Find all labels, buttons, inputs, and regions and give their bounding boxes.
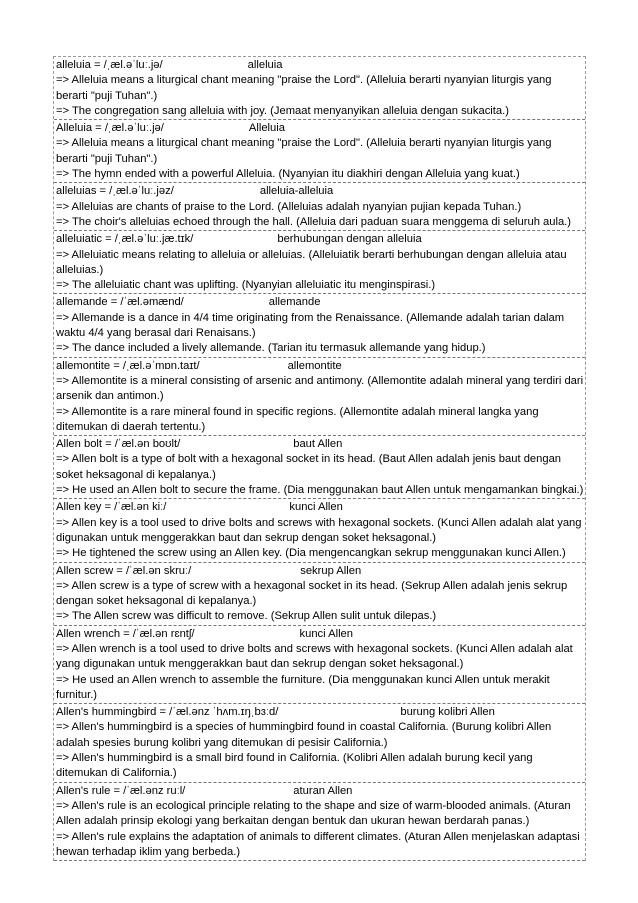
entry-term: Alleluia = /ˌæl.əˈluː.jə/ [56, 122, 164, 135]
entry-meaning: => Alleluia means a liturgical chant meaning "praise the Lord". (Alleluia berarti nyanyian liturgis yang berarti "puji Tuhan".) [56, 137, 552, 165]
entry-meaning: => Allen wrench is a tool used to drive bolts and screws with hexagonal sockets. (Kunci Allen adalah alat yang digunakan untuk menggerakkan baut dan sekrup dengan soket heksagonal.) [56, 642, 573, 671]
entry-example: => The choir's alleluias echoed through the hall. (Alleluia dari paduan suara menggema di seluruh aula.) [56, 215, 572, 228]
entry-term: Allen screw = /ˈæl.ən skruː/ [56, 564, 192, 577]
entry-heading [56, 627, 584, 642]
vocab-entry [54, 183, 585, 231]
entry-translation: baut Allen [293, 438, 343, 451]
entry-example: => The dance included a lively allemande. (Tarian itu termasuk allemande yang hidup.) [56, 342, 486, 355]
entry-term: allemontite = /ˌæl.əˈmɒn.taɪt/ [56, 359, 200, 372]
vocab-entry [54, 626, 585, 704]
entry-term: allemande = /ˈæl.əmænd/ [56, 296, 184, 309]
entry-translation: alleluia-alleluia [259, 185, 334, 198]
entry-translation: kunci Allen [289, 501, 343, 514]
entry-heading [56, 359, 584, 374]
vocab-entry [54, 436, 585, 499]
entry-translation: kunci Allen [299, 627, 353, 640]
entry-heading [56, 295, 584, 310]
entry-translation: allemontite [287, 359, 342, 372]
entry-example: => Allemontite is a rare mineral found in specific regions. (Allemontite adalah mineral langka yang ditemukan di daerah tertentu.) [56, 405, 539, 433]
entry-term: alleluiatic = /ˌæl.əˈluː.jæ.tɪk/ [56, 233, 194, 246]
entry-translation: aturan Allen [293, 784, 353, 797]
entry-term: alleluias = /ˌæl.əˈluː.jəz/ [56, 185, 174, 198]
vocab-entry [54, 563, 585, 626]
vocab-entry [54, 358, 585, 436]
vocab-entry [54, 57, 585, 120]
entry-meaning: => Alleluias are chants of praise to the Lord. (Alleluias adalah nyanyian pujian kepada Tuhan.) [56, 200, 522, 213]
entry-meaning: => Alleluiatic means relating to alleluia or alleluias. (Alleluiatik berarti berhubungan dengan alleluia atau alleluias.) [56, 248, 567, 276]
entry-term: Allen wrench = /ˈæl.ən rɛntʃ/ [56, 627, 195, 640]
entry-term: Allen's rule = /ˈæl.ənz ruːl/ [56, 784, 186, 797]
entry-example: => He tightened the screw using an Allen key. (Dia mengencangkan sekrup menggunakan kunci Allen.) [56, 547, 566, 560]
entry-term: Allen key = /ˈæl.ən kiː/ [56, 501, 167, 514]
entry-heading [56, 184, 584, 199]
entry-translation: Alleluia [248, 122, 285, 135]
vocab-entry [54, 704, 585, 782]
entry-meaning: => Alleluia means a liturgical chant meaning "praise the Lord". (Alleluia berarti nyanyian liturgis yang berarti "puji Tuhan".) [56, 74, 552, 102]
entry-meaning: => Allen's rule is an ecological principle relating to the shape and size of warm-blooded animals. (Aturan Allen adalah prinsip ekologi yang berkaitan dengan bentuk dan ukuran hewan berdarah panas.) [56, 799, 571, 828]
entry-translation: sekrup Allen [300, 564, 362, 577]
entry-meaning: => Allen's hummingbird is a species of hummingbird found in coastal California. (Burung kolibri Allen adalah spesies burung kolibri yang ditemukan di pesisir California.) [56, 721, 552, 749]
entry-translation: alleluia [247, 59, 283, 71]
entry-heading [56, 705, 584, 720]
vocab-entry [54, 294, 585, 357]
vocab-entry [54, 231, 585, 294]
entry-meaning: => Allen screw is a type of screw with a hexagonal socket in its head. (Sekrup Allen adalah jenis sekrup dengan soket heksagonal di kepalanya.) [56, 579, 568, 608]
entry-heading [56, 58, 584, 73]
entry-heading [56, 437, 584, 452]
entry-heading [56, 121, 584, 136]
vocab-entry [54, 783, 585, 861]
entry-example: => The congregation sang alleluia with joy. (Jemaat menyanyikan alleluia dengan sukacita.) [56, 104, 509, 117]
entry-translation: allemande [268, 296, 321, 309]
entry-translation: burung kolibri Allen [400, 706, 495, 719]
entry-example: => He used an Allen wrench to assemble the furniture. (Dia menggunakan kunci Allen untuk merakit furnitur.) [56, 673, 550, 701]
entry-meaning: => Allen key is a tool used to drive bolts and screws with hexagonal sockets. (Kunci Allen adalah alat yang digunakan untuk menggerakkan baut dan sekrup dengan soket heksagonal.) [56, 516, 582, 544]
entry-example: => Allen's rule explains the adaptation of animals to different climates. (Aturan Allen menjelaskan adaptasi hewan terhadap iklim yang berbeda.) [56, 830, 580, 858]
vocabulary-table [53, 56, 586, 861]
entry-meaning: => Allemande is a dance in 4/4 time originating from the Renaissance. (Allemande adalah tarian dalam waktu 4/4 yang berasal dari Renaisans.) [56, 311, 565, 340]
entry-example: => Allen's hummingbird is a small bird found in California. (Kolibri Allen adalah burung kecil yang ditemukan di California.) [56, 752, 533, 780]
entry-heading [56, 784, 584, 799]
entry-heading [56, 232, 584, 247]
entry-meaning: => Allemontite is a mineral consisting of arsenic and antimony. (Allemontite adalah mineral yang terdiri dari arsenik dan antimon.) [56, 374, 584, 403]
entry-heading [56, 564, 584, 579]
vocab-entry [54, 120, 585, 183]
entry-translation: berhubungan dengan alleluia [277, 233, 422, 246]
entry-example: => The Allen screw was difficult to remove. (Sekrup Allen sulit untuk dilepas.) [56, 610, 437, 623]
entry-meaning: => Allen bolt is a type of bolt with a hexagonal socket in its head. (Baut Allen adalah jenis baut dengan soket heksagonal di kepalanya.) [56, 453, 562, 481]
entry-example: => He used an Allen bolt to secure the frame. (Dia menggunakan baut Allen untuk mengamankan bingkai.) [56, 484, 584, 497]
vocab-entry [54, 499, 585, 562]
entry-heading [56, 500, 584, 515]
entry-example: => The hymn ended with a powerful Alleluia. (Nyanyian itu diakhiri dengan Alleluia yang kuat.) [56, 168, 520, 181]
entry-term: alleluia = /ˌæl.əˈluː.jə/ [56, 59, 163, 71]
entry-term: Allen bolt = /ˈæl.ən boʊlt/ [56, 438, 181, 451]
entry-term: Allen's hummingbird = /ˈæl.ənz ˈhʌm.ɪŋˌbɜːd/ [56, 706, 279, 719]
entry-example: => The alleluiatic chant was uplifting. (Nyanyian alleluiatic itu menginspirasi.) [56, 279, 436, 292]
